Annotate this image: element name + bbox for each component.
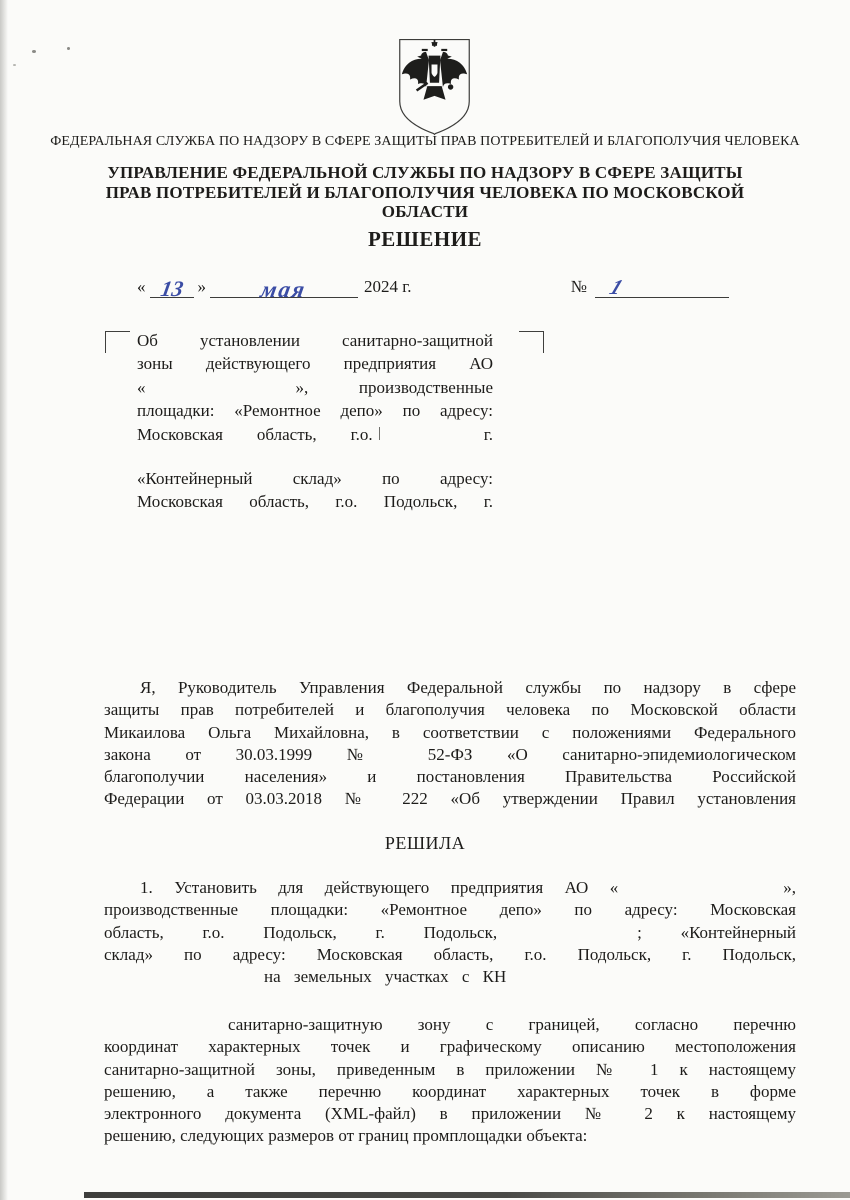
redaction-mark [379,427,382,440]
redaction-gap [384,439,484,440]
scan-speck [67,47,70,50]
item-1-paragraph [104,877,796,988]
subject-corner-bracket-right [519,331,544,353]
subject-line: Об установлении санитарно-защитной [137,331,493,350]
subject-line: площадки: «Ремонтное депо» по адресу: [137,401,493,421]
org-name-top: ФЕДЕРАЛЬНАЯ СЛУЖБА ПО НАДЗОРУ В СФЕРЕ ЗАЩИТЫ ПРАВ ПОТРЕБИТЕЛЕЙ И БЛАГОПОЛУЧИЯ ЧЕЛОВЕКА [50,134,800,149]
resolved-heading: РЕШИЛА [384,833,466,853]
redaction-gap [146,392,296,393]
intro-line: закона от 30.03.1999 № 52-ФЗ «О санитарно-эпидемиологическом [104,744,796,764]
date-group [133,273,412,302]
subject-line-redacted: « », производственные [137,377,493,397]
intro-line: Я, Руководитель Управления Федеральной службы по надзору в сфере [140,678,796,697]
number-group [571,273,729,298]
close-quote: » [197,277,206,296]
subject-line-redacted: Московская область, г.о. г. [137,424,493,444]
intro-line: Микаилова Ольга Михайловна, в соответствии с положениями Федерального [104,722,796,742]
closing-line: санитарно-защитной зоны, приведенным в приложении № 1 к настоящему [104,1059,796,1079]
subject-block [137,329,493,514]
closing-line: электронного документа (XML-файл) в приложении № 2 к настоящему [104,1104,796,1124]
subject-line: Московская область, г.о. Подольск, г. [137,492,493,512]
subject-line: зоны действующего предприятия АО [137,354,493,374]
closing-paragraph [104,1014,796,1148]
redaction-gap [618,892,783,893]
intro-line: Федерации от 03.03.2018 № 222 «Об утверждении Правил установления [104,789,796,809]
closing-line: санитарно-защитную зону с границей, согласно перечню [228,1015,796,1034]
date-year: 2024 г. [364,277,412,296]
item-line: склад» по адресу: Московская область, г.о. Подольск, г. Подольск, [104,944,796,964]
russian-coat-of-arms-icon [383,37,486,137]
open-quote: « [137,277,146,296]
subject-corner-bracket-left [105,331,130,353]
date-line [133,264,729,302]
number-field [595,273,729,298]
number-handwritten: 1 [606,275,627,299]
date-month-field [210,273,358,302]
intro-line: благополучии населения» и постановления Правительства Российской [104,767,796,787]
subject-line: «Контейнерный склад» по адресу: [137,469,493,489]
date-month-handwritten: мая [259,277,309,302]
subject-blank-line [137,446,493,467]
date-day-handwritten: 13 [158,276,185,301]
scan-speck [32,50,36,53]
intro-line: защиты прав потребителей и благополучия человека по Московской области [104,700,796,720]
redaction-gap [497,937,637,938]
document-title: РЕШЕНИЕ [367,227,483,251]
closing-line: решению, а также перечню координат характерных точек в форме [104,1081,796,1101]
item-line-redacted: область, г.о. Подольск, г. Подольск, ; «Контейнерный [104,922,796,942]
intro-paragraph [104,677,796,811]
item-line: на земельных участках с КН [264,967,507,987]
item-line: производственные площадки: «Ремонтное депо» по адресу: Московская [104,900,796,920]
date-day-field [150,273,194,301]
closing-line: координат характерных точек и графическому описанию местоположения [104,1037,796,1057]
closing-line: решению, следующих размеров от границ промплощадки объекта: [104,1126,588,1146]
scan-edge-left [0,0,8,1200]
scan-edge-bottom [84,1192,850,1198]
org-name-main: УПРАВЛЕНИЕ ФЕДЕРАЛЬНОЙ СЛУЖБЫ ПО НАДЗОРУ В СФЕРЕ ЗАЩИТЫ ПРАВ ПОТРЕБИТЕЛЕЙ И БЛАГОПОЛУЧИЯ ЧЕЛОВЕКА ПО МОСКОВСКОЙ ОБЛАСТИ [105,163,745,221]
scan-speck [13,64,16,66]
item-line-redacted: 1. Установить для действующего предприятия АО « », [140,878,796,897]
number-sign: № [570,277,587,296]
